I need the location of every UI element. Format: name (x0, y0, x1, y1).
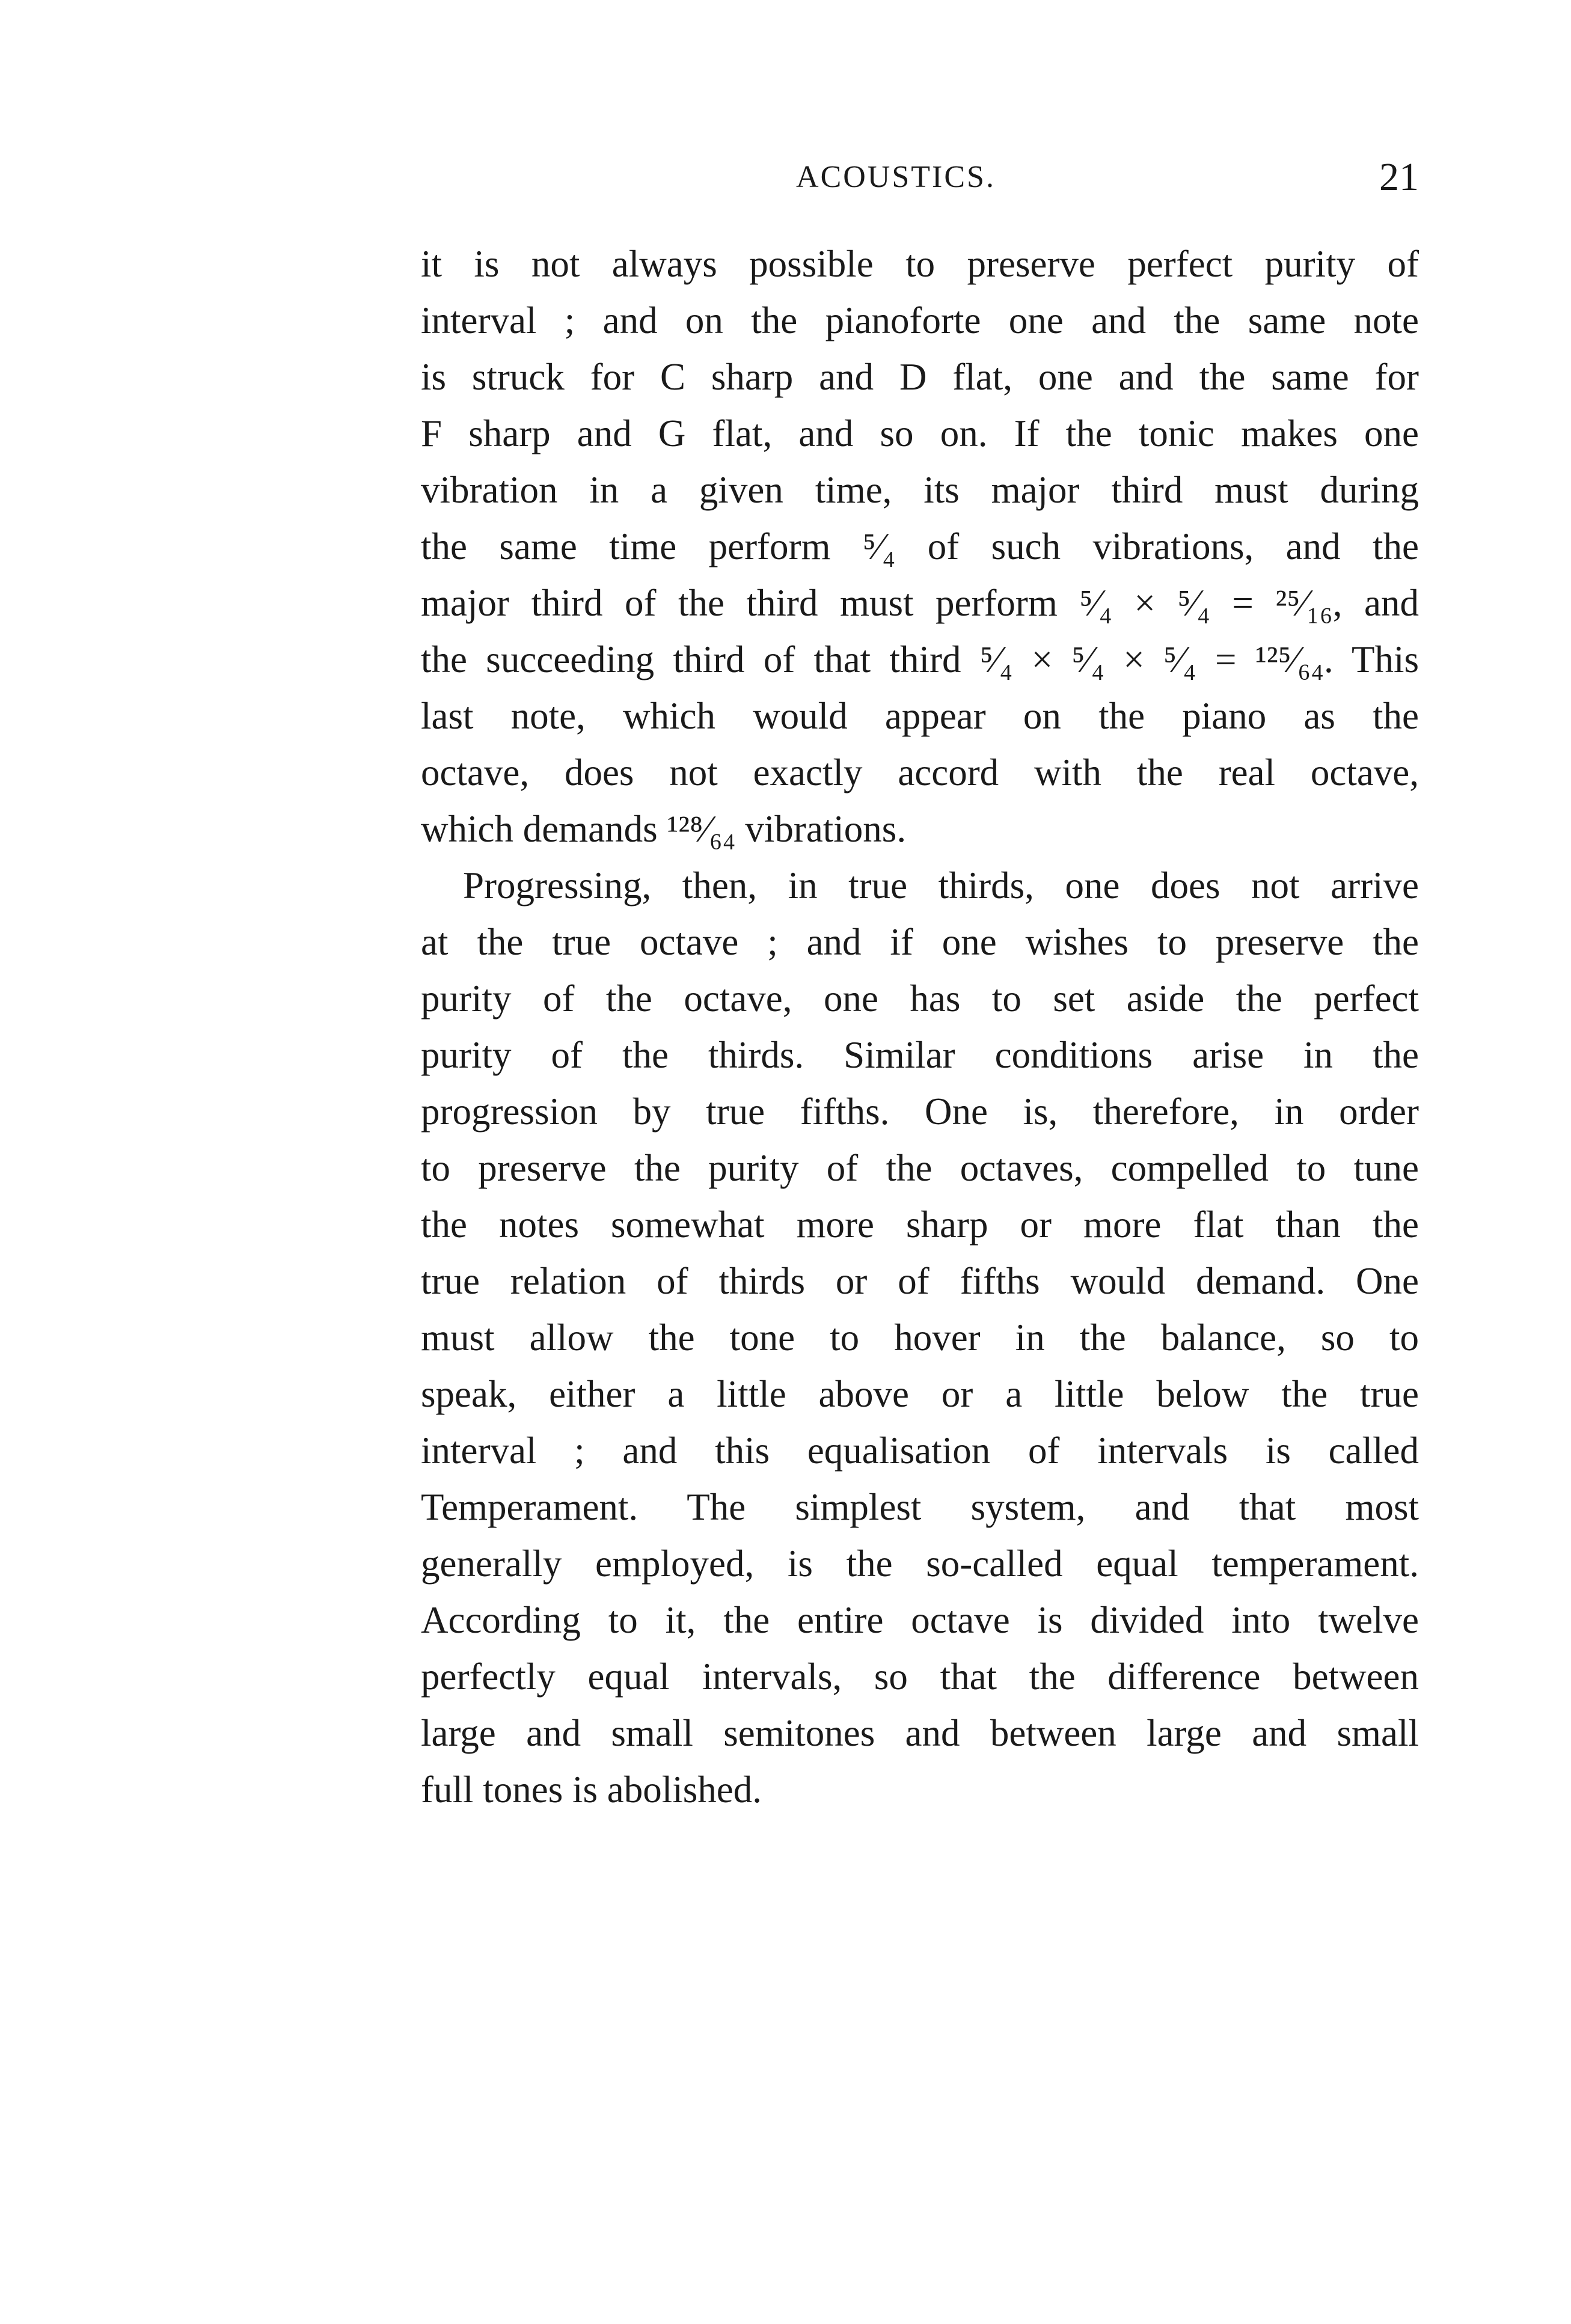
text-line: vibration in a given time, its major third must during (421, 469, 1419, 511)
text-line: According to it, the entire octave is divided into twelve (421, 1599, 1419, 1641)
text-line: the same time perform ⁵⁄₄ of such vibrations, and the (421, 525, 1419, 567)
text-line: full tones is abolished. (421, 1769, 762, 1811)
text-line: which demands ¹²⁸⁄₆₄ vibrations. (421, 808, 907, 850)
text-line: octave, does not exactly accord with the real octave, (421, 751, 1419, 794)
text-line: the succeeding third of that third ⁵⁄₄ × ⁵⁄₄ × ⁵⁄₄ = ¹²⁵⁄₆₄. This (421, 638, 1419, 680)
text-line: to preserve the purity of the octaves, compelled to tune (421, 1147, 1419, 1189)
paragraph (421, 857, 1419, 1818)
text-line: purity of the octave, one has to set aside the perfect (421, 977, 1419, 1020)
text-line: speak, either a little above or a little below the true (421, 1373, 1419, 1415)
paragraph (421, 236, 1419, 857)
text-line: F sharp and G flat, and so on. If the tonic makes one (421, 412, 1419, 454)
text-line: must allow the tone to hover in the balance, so to (421, 1316, 1419, 1359)
text-line: perfectly equal intervals, so that the difference between (421, 1656, 1419, 1698)
page-number: 21 (1379, 155, 1419, 199)
running-head (421, 150, 1419, 204)
text-line: last note, which would appear on the piano as the (421, 695, 1419, 737)
text-line: large and small semitones and between large and small (421, 1712, 1419, 1754)
running-title: ACOUSTICS. (796, 160, 996, 194)
text-line: is struck for C sharp and D flat, one and the same for (421, 356, 1419, 398)
text-line: true relation of thirds or of fifths would demand. One (421, 1260, 1419, 1302)
text-line: generally employed, is the so-called equal temperament. (421, 1543, 1419, 1585)
text-line: progression by true fifths. One is, therefore, in order (421, 1090, 1419, 1133)
text-line: it is not always possible to preserve perfect purity of (421, 243, 1419, 285)
text-line: the notes somewhat more sharp or more flat than the (421, 1203, 1419, 1246)
text-line: interval ; and this equalisation of intervals is called (421, 1430, 1419, 1472)
text-line: purity of the thirds. Similar conditions arise in the (421, 1034, 1419, 1076)
text-line: major third of the third must perform ⁵⁄₄ × ⁵⁄₄ = ²⁵⁄₁₆, and (421, 582, 1419, 624)
text-line: Progressing, then, in true thirds, one does not arrive (463, 864, 1419, 907)
text-line: interval ; and on the pianoforte one and the same note (421, 299, 1419, 341)
text-line: at the true octave ; and if one wishes to preserve the (421, 921, 1419, 963)
body-text (421, 236, 1419, 1818)
text-line: Temperament. The simplest system, and that most (421, 1486, 1419, 1528)
